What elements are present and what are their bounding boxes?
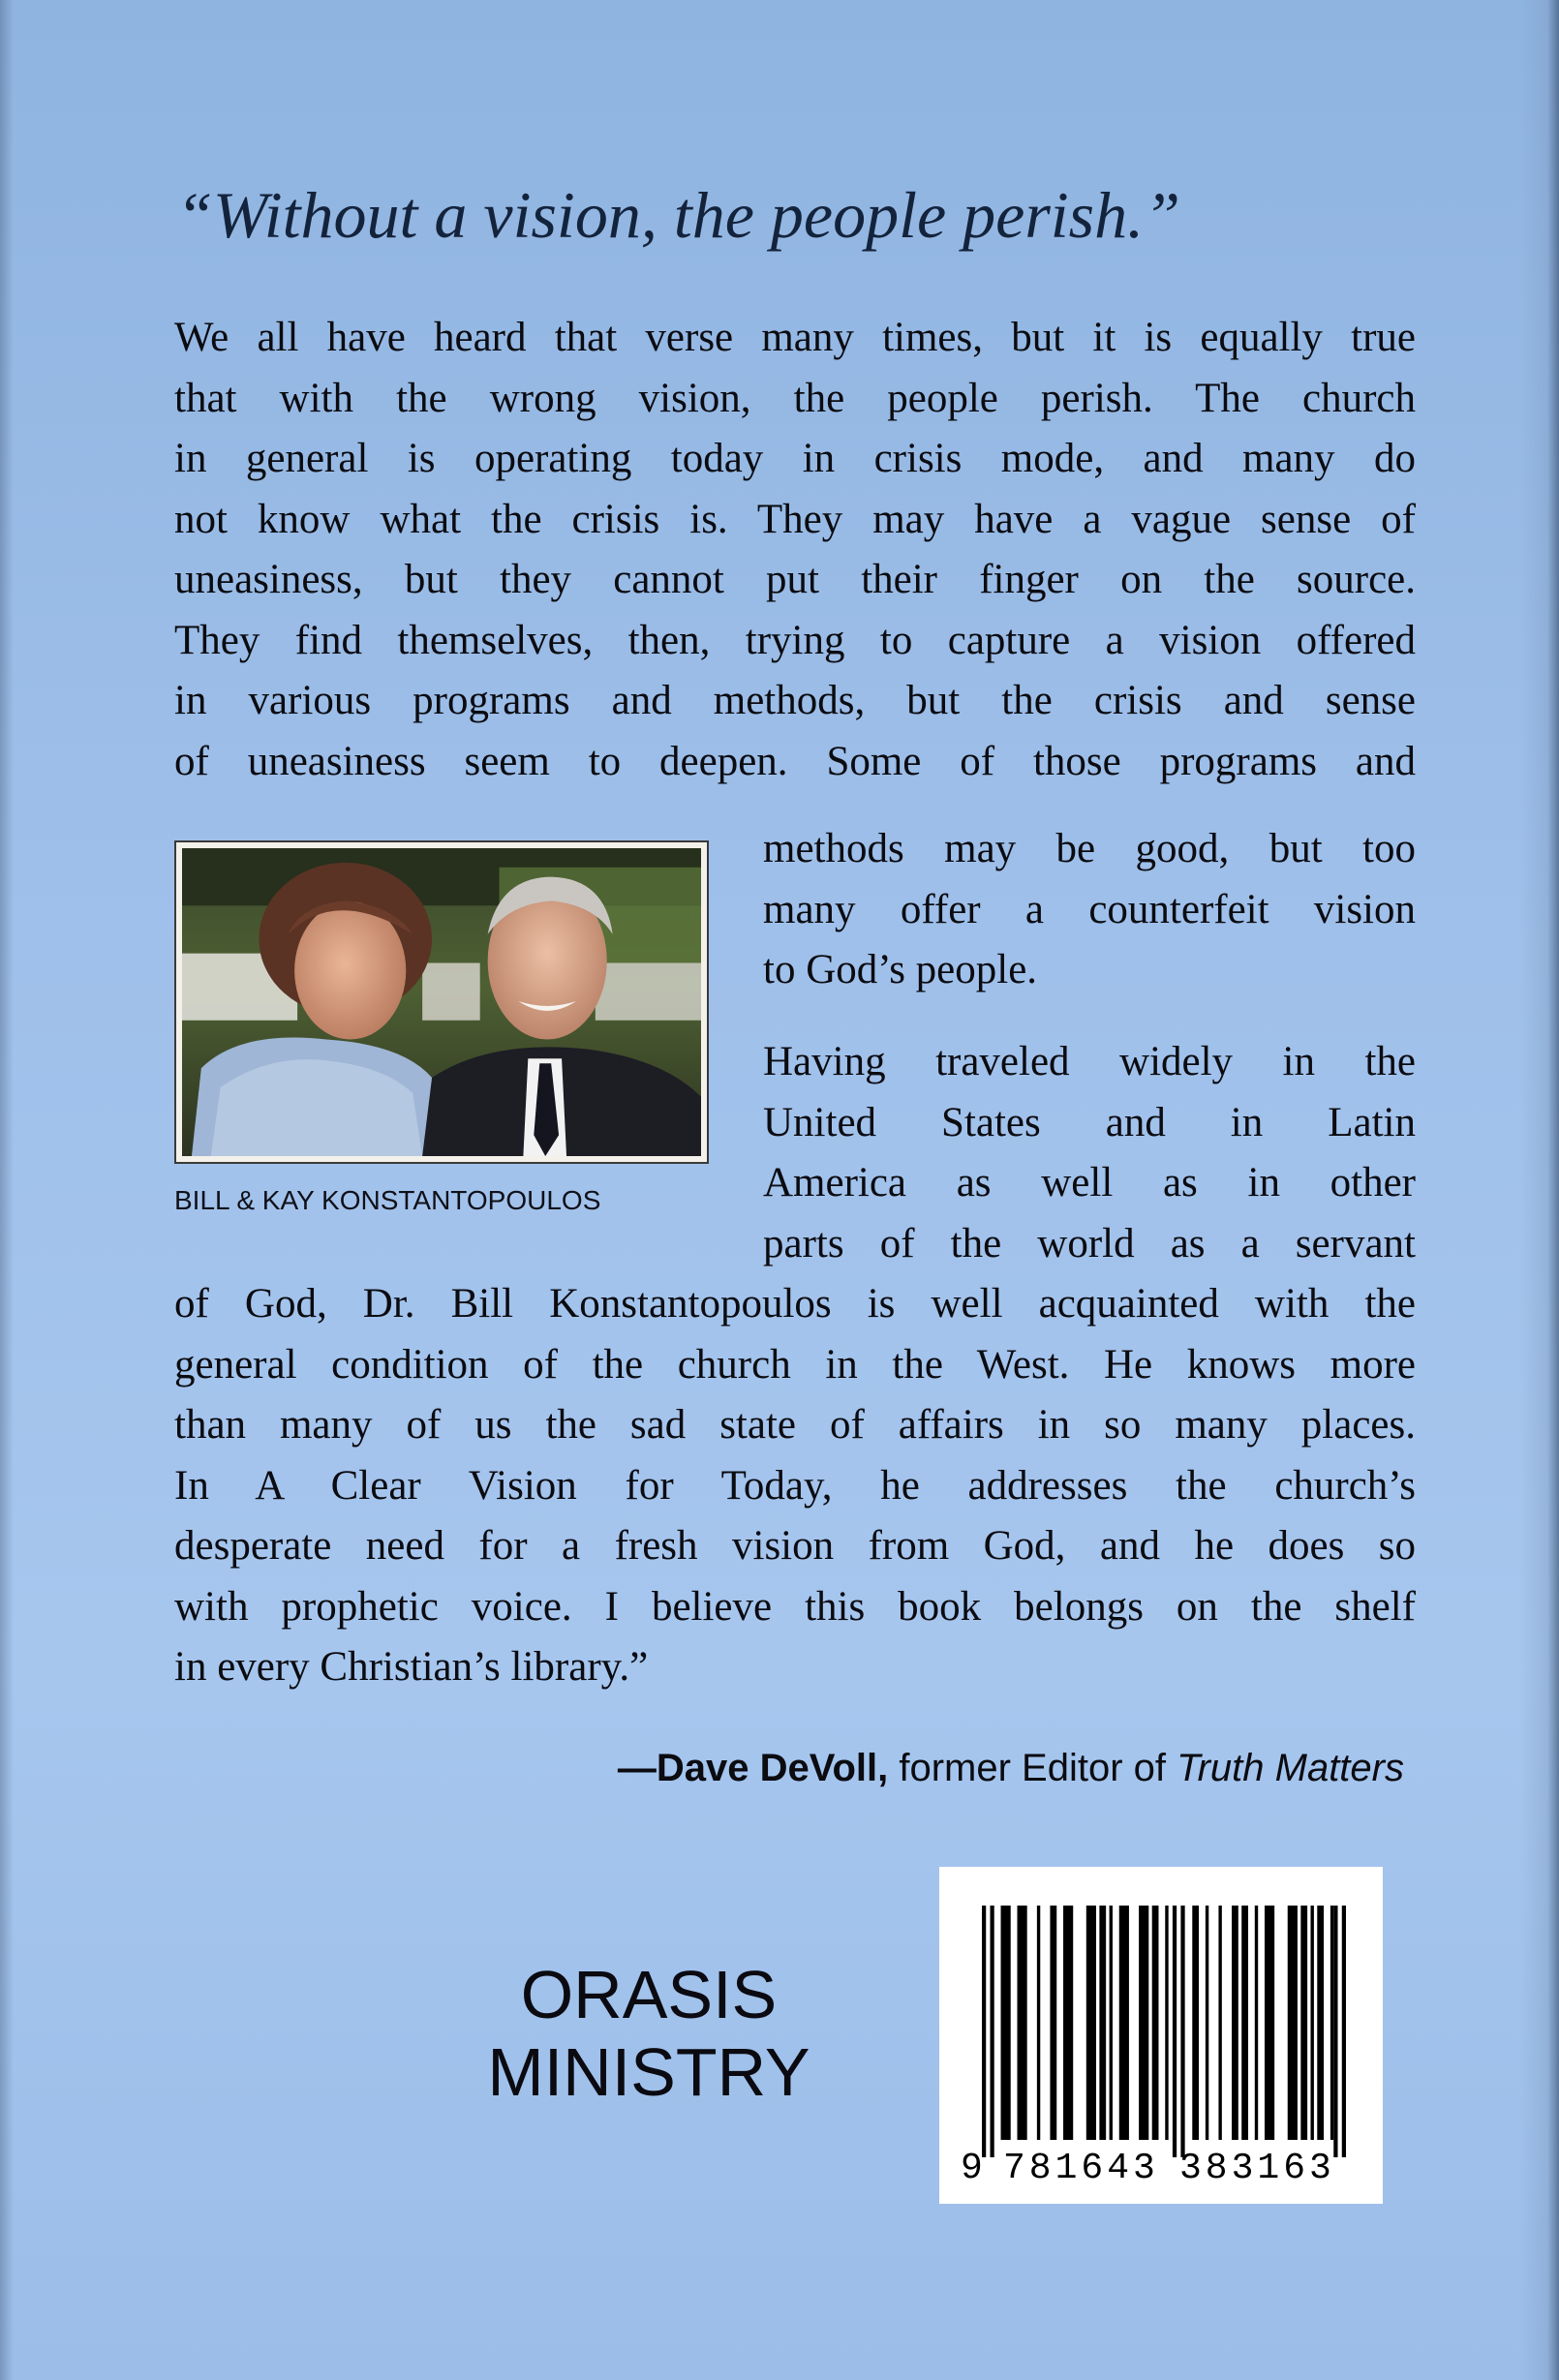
endorser-name: —Dave DeVoll, — [617, 1747, 889, 1789]
body-line: uneasiness, but they cannot put their finger on the source. — [174, 557, 1416, 602]
endorsement-attribution — [618, 1741, 1404, 1795]
body-line: We all have heard that verse many times, but it is equally true — [174, 315, 1416, 360]
publisher-line-1: ORASIS — [520, 1957, 778, 2032]
body-line: America as well as in other — [763, 1160, 1416, 1205]
author-photo — [174, 840, 709, 1164]
body-line: United States and in Latin — [763, 1099, 1416, 1145]
cover-left-edge — [0, 0, 14, 2380]
body-line: Having traveled widely in the — [763, 1039, 1416, 1084]
author-photo-image — [182, 848, 701, 1156]
barcode-right-group: 383163 — [1179, 2148, 1335, 2189]
body-line: in every Christian’s library.” — [174, 1644, 649, 1690]
body-line: to God’s people. — [763, 947, 1038, 992]
headline-quote: “Without a vision, the people perish.” — [176, 178, 1180, 252]
publisher-name — [455, 1956, 842, 2111]
body-line: parts of the world as a servant — [763, 1220, 1416, 1266]
body-line: of God, Dr. Bill Konstantopoulos is well acquainted with the — [174, 1281, 1416, 1327]
barcode-left-group: 781643 — [1003, 2148, 1159, 2189]
body-line: They find themselves, then, trying to capture a vision offered — [174, 617, 1416, 663]
endorser-role: former Editor of — [888, 1747, 1177, 1789]
photo-caption: BILL & KAY KONSTANTOPOULOS — [174, 1185, 601, 1215]
isbn-barcode — [939, 1867, 1383, 2204]
body-line: in general is operating today in crisis mode, and many do — [174, 436, 1416, 481]
barcode-digits — [939, 1867, 1383, 2204]
cover-right-edge — [1520, 0, 1559, 2380]
body-line: with prophetic voice. I believe this book belongs on the shelf — [174, 1583, 1416, 1630]
body-paragraph-2 — [174, 1274, 1416, 1698]
body-line: desperate need for a fresh vision from God, and he does so — [174, 1523, 1416, 1569]
body-line: general condition of the church in the West. He knows more — [174, 1341, 1416, 1388]
body-paragraph-1 — [174, 308, 1416, 792]
body-paragraph-2-side — [763, 1032, 1416, 1274]
body-line: not know what the crisis is. They may have a vague sense of — [174, 496, 1416, 542]
body-line: of uneasiness seem to deepen. Some of those programs and — [174, 738, 1416, 784]
body-line: many offer a counterfeit vision — [763, 886, 1416, 932]
publisher-line-2: MINISTRY — [487, 2034, 810, 2110]
body-line: that with the wrong vision, the people perish. The church — [174, 375, 1416, 421]
body-line: than many of us the sad state of affairs in so many places. — [174, 1402, 1416, 1448]
body-line: in various programs and methods, but the crisis and sense — [174, 678, 1416, 723]
body-line: In A Clear Vision for Today, he addresses the church’s — [174, 1462, 1416, 1509]
body-line: methods may be good, but too — [763, 826, 1416, 871]
endorser-publication: Truth Matters — [1177, 1747, 1404, 1789]
body-paragraph-1-continued — [763, 819, 1416, 1001]
barcode-first-digit: 9 — [961, 2148, 987, 2189]
